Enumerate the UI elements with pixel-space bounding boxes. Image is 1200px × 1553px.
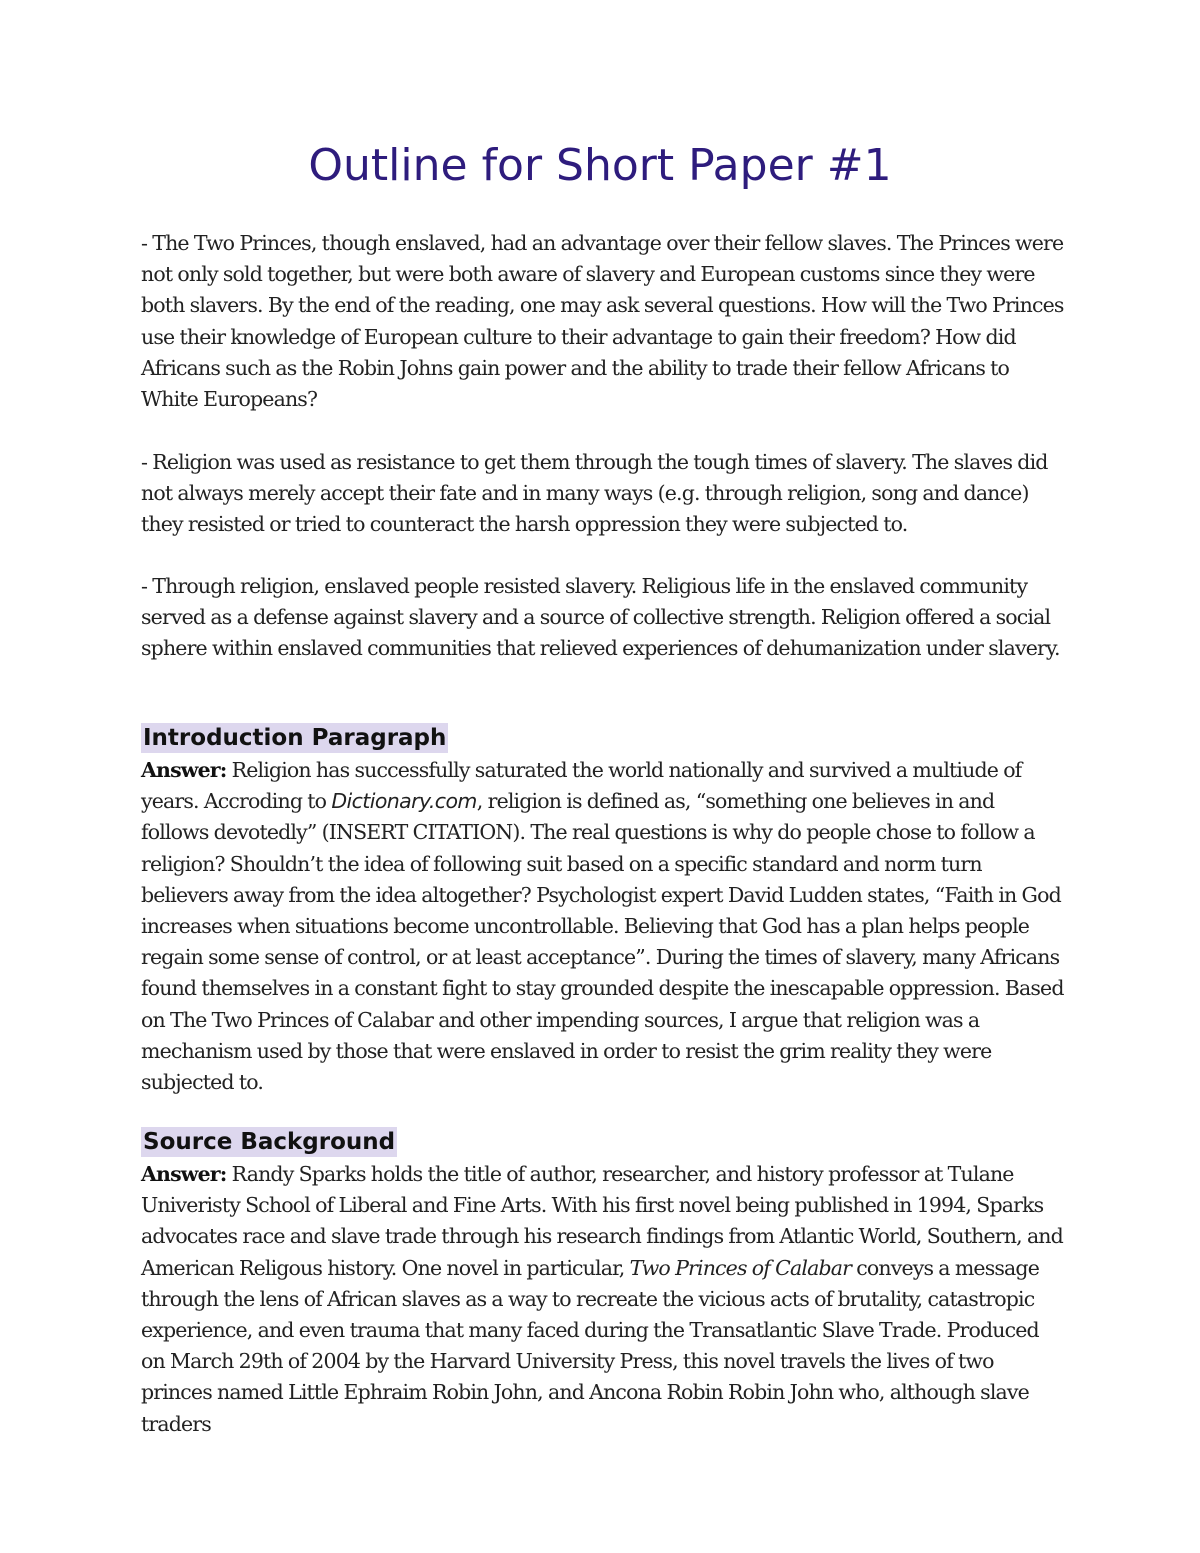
- introduction-text-part-1: Religion has successfully saturated the world nationally and survived a multiude of years. Accroding to: [141, 758, 1022, 814]
- page-title: Outline for Short Paper #1: [308, 140, 892, 191]
- outline-bullet-1: [141, 228, 1066, 415]
- introduction-text-part-2: , religion is defined as, “something one believes in and follows devotedly” (INSERT CITATION). The real questions is why do people chose to follow a religion? Shouldn’t the idea of following suit based on a specific standard and norm turn believers away from the idea altogether? Psychologist expert David Ludden states, “Faith in God increases when situations become uncontrollable. Believing that God has a plan helps people regain some sense of control, or at least acceptance”. During the times of slavery, many Africans found themselves in a constant fight to stay grounded despite the inescapable oppression. Based on The Two Princes of Calabar and other impending sources, I argue that religion was a mechanism used by those that were enslaved in order to resist the grim reality they were subjected to.: [141, 789, 1064, 1095]
- source-background-paragraph-text: [141, 1159, 1066, 1440]
- outline-bullet-text: - Through religion, enslaved people resisted slavery. Religious life in the enslaved community served as a defense against slavery and a source of collective strength. Religion offered a social sphere within enslaved communities that relieved experiences of dehumanization under slavery.: [141, 574, 1060, 661]
- introduction-heading: Introduction Paragraph: [143, 725, 447, 751]
- book-title: Two Princes of Calabar: [629, 1255, 852, 1280]
- answer-label: Answer:: [141, 1162, 227, 1186]
- source-background-paragraph: [141, 1159, 1066, 1440]
- source-text-part-2: conveys a message through the lens of African slaves as a way to recreate the vicious acts of brutality, catastropic experience, and even trauma that many faced during the Transatlantic Slave Trade. Produced on March 29th of 2004 by the Harvard University Press, this novel travels the lives of two princes named Little Ephraim Robin John, and Ancona Robin Robin John who, although slave traders: [141, 1255, 1039, 1436]
- answer-label: Answer:: [141, 758, 227, 782]
- outline-bullet-text: - Religion was used as resistance to get them through the tough times of slavery. The slaves did not always merely accept their fate and in many ways (e.g. through religion, song and dance) they resisted or tried to counteract the harsh oppression they were subjected to.: [141, 450, 1048, 537]
- source-text-part-1: Randy Sparks holds the title of author, researcher, and history professor at Tulane Univeristy School of Liberal and Fine Arts. With his first novel being published in 1994, Sparks advocates race and slave trade through his research findings from Atlantic World, Southern, and American Religous history. One novel in particular,: [141, 1162, 1063, 1280]
- dictionary-source-name: Dictionary.com: [331, 789, 477, 814]
- outline-bullet-2: [141, 447, 1066, 541]
- introduction-paragraph: [141, 755, 1066, 1098]
- outline-bullet-text: - The Two Princes, though enslaved, had an advantage over their fellow slaves. The Princes were not only sold together, but were both aware of slavery and European customs since they were both slavers. By the end of the reading, one may ask several questions. How will the Two Princes use their knowledge of European culture to their advantage to gain their freedom? How did Africans such as the Robin Johns gain power and the ability to trade their fellow Africans to White Europeans?: [141, 231, 1064, 412]
- source-background-heading: Source Background: [143, 1129, 396, 1155]
- introduction-paragraph-text: [141, 755, 1066, 1098]
- outline-bullet-3: [141, 571, 1066, 665]
